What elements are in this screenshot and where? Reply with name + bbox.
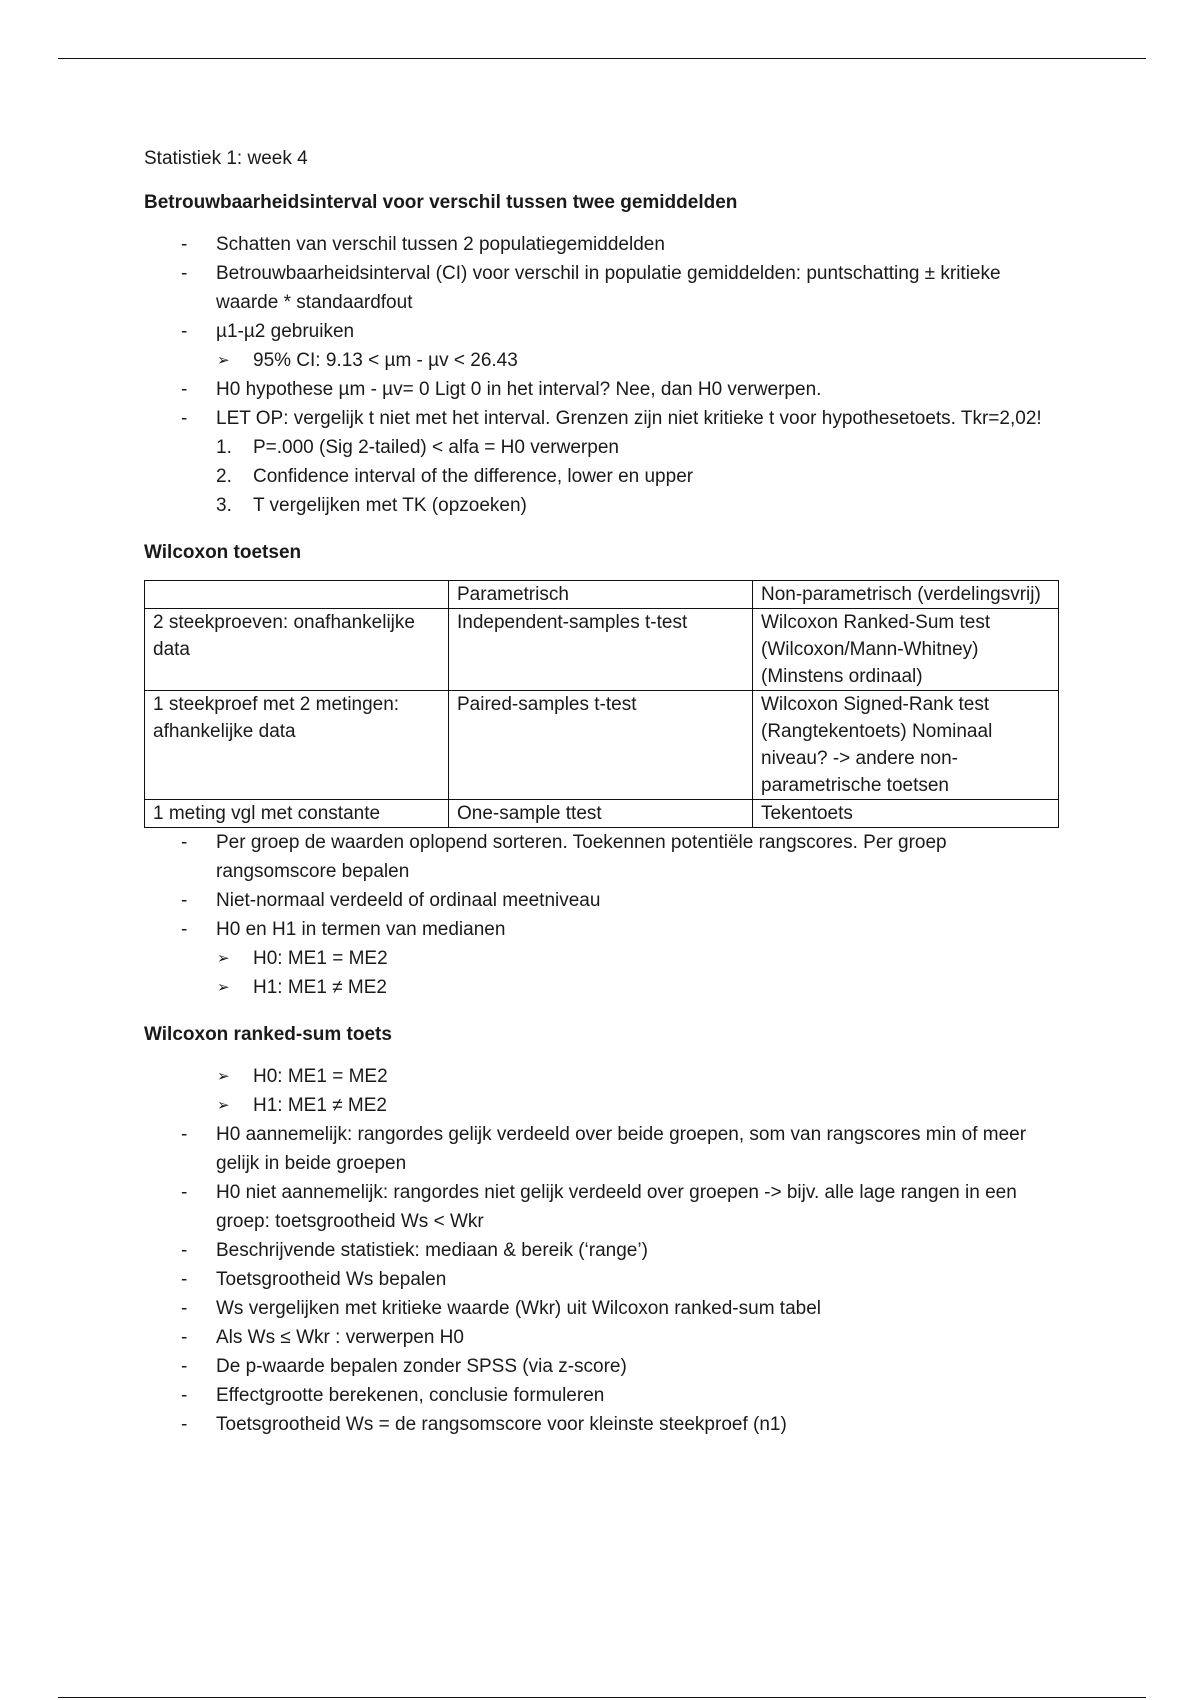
test-comparison-table (144, 580, 1059, 828)
list-item: - H0 aannemelijk: rangordes gelijk verdeeld over beide groepen, som van rangscores min of meer gelijk in beide groepen (144, 1120, 1064, 1178)
list-item: - Toetsgrootheid Ws bepalen (144, 1265, 1064, 1294)
table-cell: 1 meting vgl met constante (145, 800, 449, 828)
section-confidence-interval (144, 230, 1064, 520)
section-ranked-sum (144, 1062, 1064, 1439)
bullet-list (144, 828, 1064, 944)
table-header-cell (145, 581, 449, 609)
table-header-row (145, 581, 1059, 609)
list-item: - H0 niet aannemelijk: rangordes niet gelijk verdeeld over groepen -> bijv. alle lage rangen in een groep: toetsgrootheid Ws < Wkr (144, 1178, 1064, 1236)
bullet-list (144, 230, 1064, 346)
list-item: - LET OP: vergelijk t niet met het interval. Grenzen zijn niet kritieke t voor hypothesetoets. Tkr=2,02! (144, 404, 1064, 433)
table-cell: One-sample ttest (449, 800, 753, 828)
numbered-item: P=.000 (Sig 2-tailed) < alfa = H0 verwerpen (253, 437, 619, 458)
table-cell: 1 steekproef met 2 metingen: afhankelijke data (145, 691, 449, 800)
table-row (145, 691, 1059, 800)
table-cell: 2 steekproeven: onafhankelijke data (145, 609, 449, 691)
sub-bullet-list (144, 944, 1064, 1002)
section-heading-wilcoxon: Wilcoxon toetsen (144, 542, 302, 563)
numbered-list (144, 433, 1064, 520)
sub-list-item: ➢ H0: ME1 = ME2 (144, 944, 1064, 973)
document-title: Statistiek 1: week 4 (144, 148, 308, 169)
list-item: - Ws vergelijken met kritieke waarde (Wkr) uit Wilcoxon ranked-sum tabel (144, 1294, 1064, 1323)
sub-list-item: ➢ 95% CI: 9.13 < µm - µv < 26.43 (144, 346, 1064, 375)
list-item: - Toetsgrootheid Ws = de rangsomscore voor kleinste steekproef (n1) (144, 1410, 1064, 1439)
section-heading-ranked-sum: Wilcoxon ranked-sum toets (144, 1024, 392, 1045)
sub-bullet-list (144, 346, 1064, 375)
list-item: - H0 hypothese µm - µv= 0 Ligt 0 in het interval? Nee, dan H0 verwerpen. (144, 375, 1064, 404)
list-item: - Niet-normaal verdeeld of ordinaal meetniveau (144, 886, 1064, 915)
table-cell: Paired-samples t-test (449, 691, 753, 800)
list-item: - Als Ws ≤ Wkr : verwerpen H0 (144, 1323, 1064, 1352)
list-item: - Per groep de waarden oplopend sorteren. Toekennen potentiële rangscores. Per groep rangsomscore bepalen (144, 828, 1064, 886)
document-body (144, 144, 1064, 1452)
table-header-cell: Non-parametrisch (verdelingsvrij) (753, 581, 1059, 609)
section-heading-confidence-interval: Betrouwbaarheidsinterval voor verschil tussen twee gemiddelden (144, 192, 738, 213)
header-rule (58, 58, 1146, 59)
table-cell: Tekentoets (753, 800, 1059, 828)
table-header-cell: Parametrisch (449, 581, 753, 609)
table-cell: Wilcoxon Ranked-Sum test (Wilcoxon/Mann-Whitney) (Minstens ordinaal) (753, 609, 1059, 691)
bullet-list (144, 1120, 1064, 1439)
numbered-item: Confidence interval of the difference, lower en upper (253, 466, 694, 487)
list-item: - H0 en H1 in termen van medianen (144, 915, 1064, 944)
numbered-item: T vergelijken met TK (opzoeken) (253, 495, 527, 516)
table-cell: Wilcoxon Signed-Rank test (Rangtekentoets) Nominaal niveau? -> andere non-parametrische toetsen (753, 691, 1059, 800)
list-item: - De p-waarde bepalen zonder SPSS (via z-score) (144, 1352, 1064, 1381)
table-row (145, 609, 1059, 691)
bullet-list (144, 375, 1064, 433)
list-item: - Betrouwbaarheidsinterval (CI) voor verschil in populatie gemiddelden: puntschatting ± kritieke waarde * standaardfout (144, 259, 1064, 317)
list-item: - Beschrijvende statistiek: mediaan & bereik (‘range’) (144, 1236, 1064, 1265)
sub-list-item: ➢ H1: ME1 ≠ ME2 (144, 973, 1064, 1002)
sub-list-item: ➢ H0: ME1 = ME2 (144, 1062, 1064, 1091)
sub-list-item: ➢ H1: ME1 ≠ ME2 (144, 1091, 1064, 1120)
list-item: - µ1-µ2 gebruiken (144, 317, 1064, 346)
footer-rule (58, 1697, 1146, 1698)
list-item: - Effectgrootte berekenen, conclusie formuleren (144, 1381, 1064, 1410)
section-wilcoxon (144, 580, 1064, 1002)
table-row (145, 800, 1059, 828)
sub-bullet-list (144, 1062, 1064, 1120)
list-item: - Schatten van verschil tussen 2 populatiegemiddelden (144, 230, 1064, 259)
table-cell: Independent-samples t-test (449, 609, 753, 691)
